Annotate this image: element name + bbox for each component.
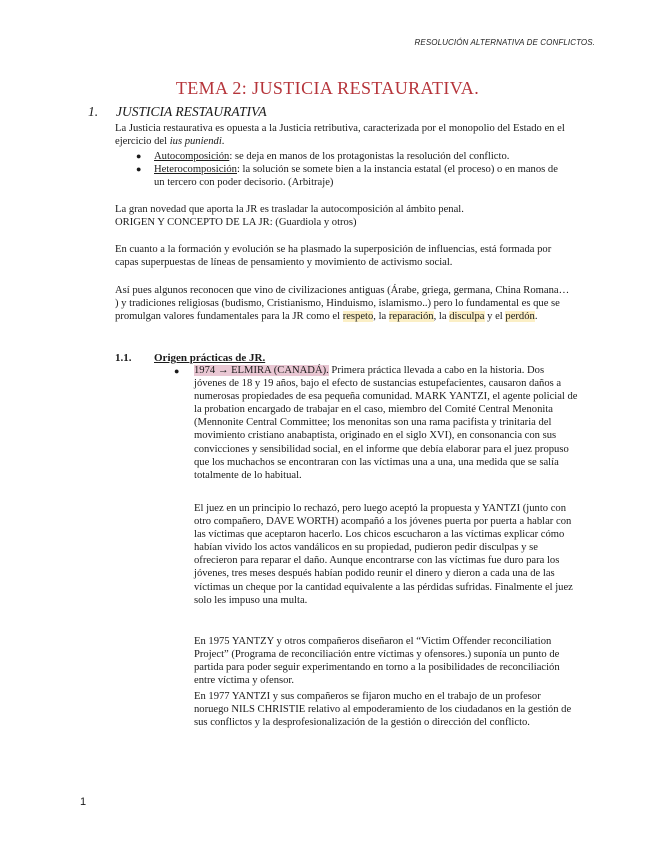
separator: y el [484,311,506,323]
bullet-icon: ● [136,151,142,161]
list-item [136,163,566,189]
origen-heading: ORIGEN Y CONCEPTO DE LA JR: (Guardiola y otros) [115,217,357,228]
elmira-paragraph [194,364,578,482]
subsection-number: 1.1. [115,352,132,364]
intro-emphasis: ius puniendi [169,136,222,148]
highlight-elmira: 1974 → ELMIRA (CANADÁ). [194,365,329,376]
section-number: 1. [88,104,99,119]
list-item [136,150,566,163]
list-item-term: Autocomposición [154,151,230,162]
highlight-respeto: respeto [342,311,374,323]
section-heading-1 [88,104,267,120]
separator: , la [433,311,450,323]
valores-paragraph [115,284,575,324]
subsection-label: Origen prácticas de JR. [154,352,266,364]
page-number: 1 [80,796,87,808]
list-item-term: Heterocomposición [154,164,237,176]
highlight-reparacion: reparación [388,311,434,323]
intro-end: . [221,136,225,148]
valores-text: Así pues algunos reconocen que vino de civilizaciones antiguas (Árabe, griega, germana, China Romana… ) y tradiciones religiosas (budismo, Cristianismo, Hinduismo, islamismo..) pero lo fundamental es que se promulgan valores fundamentales para la JR como el [115,285,570,323]
list-item-text: : se deja en manos de los protagonistas la resolución del conflicto. [229,151,510,162]
intro-text: La Justicia restaurativa es opuesta a la Justicia retributiva, caracterizada por el monopolio del Estado en el ejercicio del [115,123,565,148]
formacion-paragraph: En cuanto a la formación y evolución se ha plasmado la superposición de influencias, está formada por capas superpuestas de líneas de pensamiento y movimiento de activismo social. [115,244,552,269]
intro-paragraph [115,122,575,148]
page-title: TEMA 2: JUSTICIA RESTAURATIVA. [175,78,480,98]
vorp-paragraph: En 1975 YANTZY y otros compañeros diseñaron el “Victim Offender reconciliation Project” (Programa de reconciliación entre víctimas y ofensores.) suponía un punto de partida para poder seguir experimentando en torno a la posibilidades de reconciliación entre víctima y ofensor. [194,636,560,687]
bullet-icon: ● [136,164,142,175]
list-item-text: : la solución se somete bien a la instancia estatal (el proceso) o en manos de un tercero con poder decisorio. (Arbitraje) [154,164,558,189]
separator: . [534,311,538,323]
running-header: RESOLUCIÓN ALTERNATIVA DE CONFLICTOS. [414,38,595,47]
highlight-disculpa: disculpa [449,311,485,323]
juez-paragraph: El juez en un principio lo rechazó, pero luego aceptó la propuesta y YANTZI (junto con otro compañero, DAVE WORTH) acompañó a los jóvenes puerta por puerta a hablar con las víctimas que aceptaron hacerlo. Los chicos escucharon a las víctimas explicar cómo habían vivido los actos vandálicos en su propiedad, pudieron pedir disculpas y se ofrecieron para reparar el daño. Aunque encontrarse con las víctimas fue duro para los jóvenes, tres meses después habían podido reunir el dinero y dieron a cada una de las víctimas un cheque por la cantidad equivalente a las pérdidas sufridas. Finalmente el juez solo les impuso una multa. [194,503,573,606]
separator: , la [373,311,389,323]
composition-list [136,150,566,190]
novedad-paragraph: La gran novedad que aporta la JR es trasladar la autocomposición al ámbito penal. [115,204,464,215]
section-label: JUSTICIA RESTAURATIVA [116,104,267,119]
bullet-icon: ● [174,366,180,376]
christie-paragraph: En 1977 YANTZI y sus compañeros se fijaron mucho en el trabajo de un profesor noruego NILS CHRISTIE relativo al empoderamiento de los ciudadanos en la gestión de sus conflictos y la desprofesionalización de la gestión o dirección del conflicto. [194,691,572,729]
elmira-text: Primera práctica llevada a cabo en la historia. Dos jóvenes de 18 y 19 años, bajo el efecto de sustancias estupefacientes, causaron daños a numerosas propiedades de esa pequeña comunidad. MARK YANTZI, el agente policial de la probation encargado de trabajar en el caso, miembro del Comité Central Menonita (Mennonite Central Committee; los menonitas son una rama pacifista y trinitaria del movimiento cristiano anabaptista, originado en el siglo XVI), en consonancia con sus convicciones y sensibilidad social, en el informe que debía elaborar para el juez propuso que los muchachos se encontraran con las víctimas una a una, una medida que se salía totalmente de lo habitual. [194,365,578,481]
section-heading-1-1 [115,352,265,364]
highlight-perdon: perdón [505,311,535,323]
